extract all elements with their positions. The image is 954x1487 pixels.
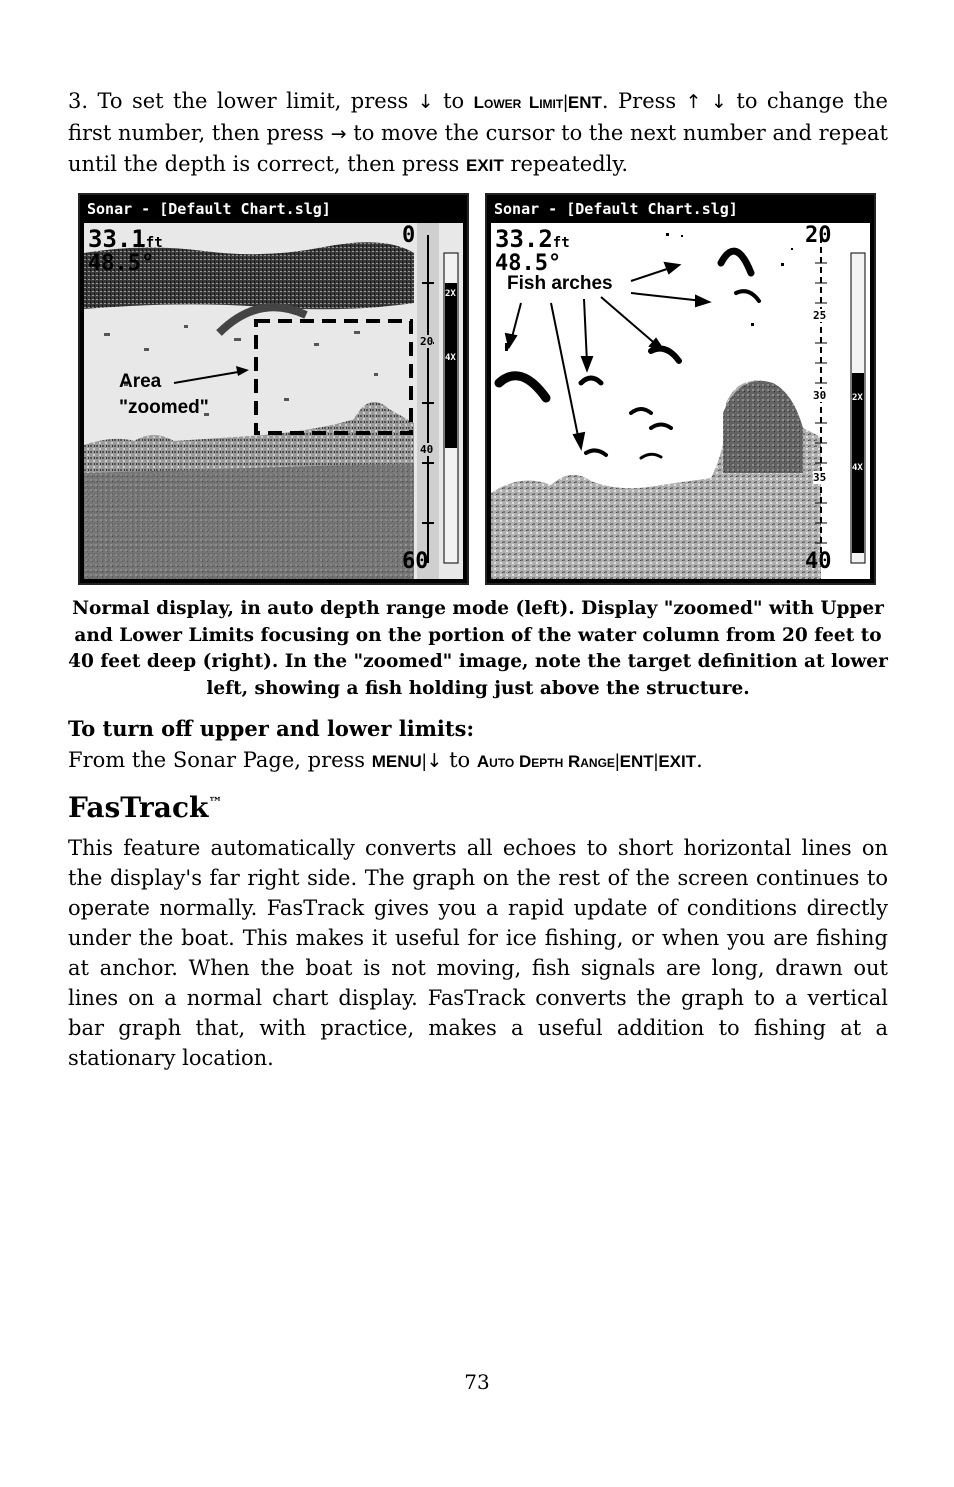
trademark-symbol: ™ bbox=[208, 795, 223, 811]
scale-top-label: 20 bbox=[805, 223, 832, 248]
zoom-indicator: 4X bbox=[852, 463, 863, 473]
scale-bottom-label: 40 bbox=[805, 549, 832, 574]
key-menu: MENU bbox=[371, 752, 422, 771]
scale-tick-label: 30 bbox=[813, 389, 827, 402]
zoom-indicator: 2X bbox=[445, 289, 456, 299]
sonar-chart-right bbox=[491, 223, 870, 579]
fastrack-body bbox=[68, 833, 888, 1073]
page-number: 73 bbox=[464, 1370, 490, 1394]
key-separator: | bbox=[614, 751, 620, 771]
key-exit: EXIT bbox=[465, 156, 504, 175]
scale-tick-label: 40 bbox=[420, 443, 434, 456]
figure-caption: Normal display, in auto depth range mode (left). Display "zoomed" with Upper and Lower Limits focusing on the portion of the water column from 20 feet to 40 feet deep (right). In the "zoomed" image, note the target definition at lower left, showing a fish holding just above the structure. bbox=[68, 598, 888, 699]
key-separator: | bbox=[421, 751, 427, 771]
key-exit: EXIT bbox=[658, 752, 697, 771]
sonar-figures bbox=[78, 193, 878, 585]
screen-title: Sonar - [Default Chart.slg] bbox=[491, 199, 870, 219]
key-separator: | bbox=[653, 751, 659, 771]
key-auto-depth-range: Auto Depth Range bbox=[476, 752, 615, 771]
temperature-readout: 48.5° bbox=[88, 251, 155, 276]
fastrack-heading: FasTrack™ bbox=[68, 791, 223, 824]
screen-title: Sonar - [Default Chart.slg] bbox=[84, 199, 463, 219]
sonar-screen-left bbox=[78, 193, 469, 585]
down-arrow-icon: ↓ bbox=[711, 91, 727, 113]
temperature-readout: 48.5° bbox=[495, 251, 562, 276]
key-lower-limit: Lower Limit bbox=[473, 93, 564, 112]
annotation-fish-arches-label: Fish arches bbox=[507, 273, 613, 294]
turn-off-heading: To turn off upper and lower limits: bbox=[68, 716, 475, 741]
key-ent: ENT bbox=[567, 93, 602, 112]
down-arrow-icon: ↓ bbox=[426, 750, 443, 772]
zoom-indicator: 4X bbox=[445, 353, 456, 363]
scale-tick-label: 35 bbox=[813, 471, 827, 484]
step3-text-5: to move the cursor to the next number and repeat until the depth is correct, then press bbox=[68, 121, 888, 176]
annotation-area-label: Area bbox=[119, 371, 162, 392]
turn-off-text-1: From the Sonar Page, press bbox=[68, 748, 372, 772]
key-ent: ENT bbox=[619, 752, 654, 771]
down-arrow-icon: ↓ bbox=[417, 91, 434, 113]
key-separator: | bbox=[563, 92, 568, 112]
scale-tick-label: 20 bbox=[420, 335, 434, 348]
turn-off-text-2: to bbox=[442, 748, 477, 772]
step3-text-4: to change the first number, then press bbox=[68, 89, 888, 145]
step3-text-2: to bbox=[433, 89, 474, 113]
scale-bottom-label: 60 bbox=[402, 549, 429, 574]
up-arrow-icon: ↑ bbox=[685, 91, 702, 113]
step3-paragraph bbox=[68, 86, 888, 181]
zoom-indicator: 2X bbox=[852, 393, 863, 403]
step3-text-6: repeatedly. bbox=[503, 152, 629, 176]
sonar-chart-left bbox=[84, 223, 463, 579]
scale-top-label: 0 bbox=[402, 223, 416, 248]
turn-off-instructions bbox=[68, 748, 703, 772]
annotation-zoomed-label: "zoomed" bbox=[119, 397, 209, 418]
scale-tick-label: 25 bbox=[813, 309, 827, 322]
depth-readout: 33.2ft bbox=[495, 225, 570, 253]
turn-off-text-3: . bbox=[696, 748, 703, 772]
depth-readout: 33.1ft bbox=[88, 225, 163, 253]
step3-text-3: . Press bbox=[601, 89, 686, 113]
right-arrow-icon: → bbox=[330, 123, 347, 145]
sonar-screen-right bbox=[485, 193, 876, 585]
fastrack-paragraph: This feature automatically converts all echoes to short horizontal lines on the display's far right side. The graph on the rest of the screen continues to operate normally. FasTrack gives you a rapid update of conditions directly under the boat. This makes it useful for ice fishing, or when you are fishing at anchor. When the boat is not moving, fish signals are long, drawn out lines on a normal chart display. FasTrack converts the graph to a vertical bar graph that, with practice, makes a useful addition to fishing at a stationary location. bbox=[68, 836, 888, 1070]
step3-text-1: 3. To set the lower limit, press bbox=[68, 89, 418, 113]
